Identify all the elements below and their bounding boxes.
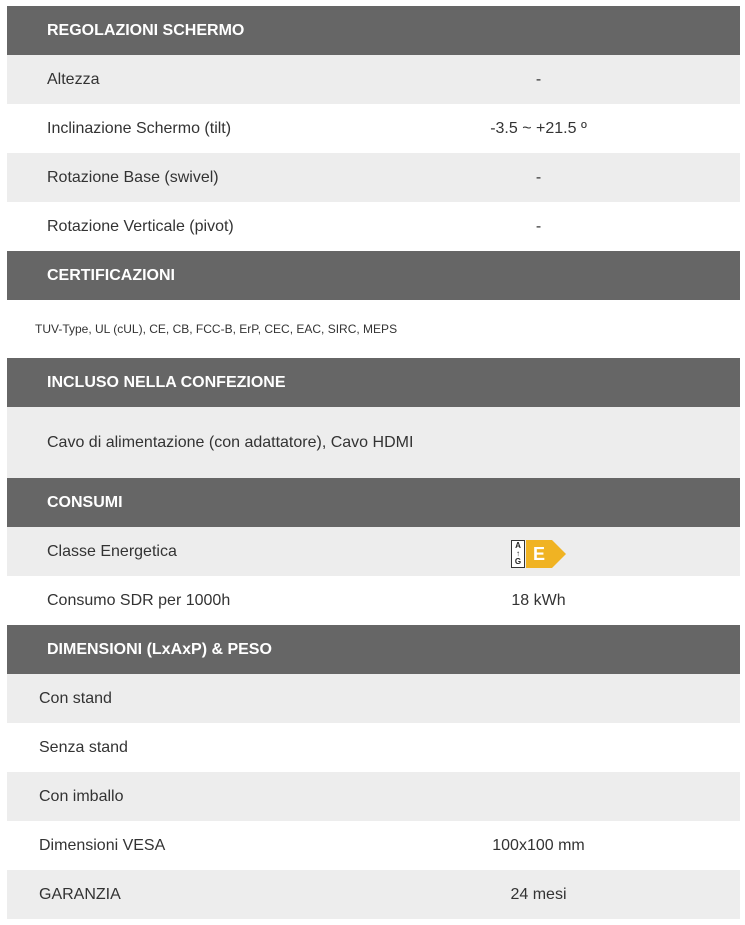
spec-row-swivel (7, 153, 740, 202)
package-contents-text: Cavo di alimentazione (con adattatore), Cavo HDMI (47, 433, 414, 451)
spec-row-pivot (7, 202, 740, 251)
spec-value: - (535, 217, 542, 235)
spec-label: Inclinazione Schermo (tilt) (47, 119, 232, 137)
certifications-row (7, 300, 740, 358)
spec-value: - (535, 70, 542, 88)
section-header-certificazioni: CERTIFICAZIONI (7, 251, 740, 300)
spec-row-con-stand (7, 674, 740, 723)
energy-class-badge-icon (511, 540, 566, 568)
spec-row-con-imballo (7, 772, 740, 821)
spec-label: Classe Energetica (47, 542, 177, 560)
spec-label: GARANZIA (39, 885, 121, 903)
spec-row-senza-stand (7, 723, 740, 772)
energy-scale-bottom: G (514, 557, 522, 566)
spec-label: Senza stand (39, 738, 128, 756)
spec-label: Rotazione Base (swivel) (47, 168, 219, 186)
section-header-consumi: CONSUMI (7, 478, 740, 527)
spec-label: Altezza (47, 70, 100, 88)
spec-row-vesa (7, 821, 740, 870)
energy-label (407, 535, 740, 568)
spec-label: Dimensioni VESA (39, 836, 166, 854)
section-header-confezione: INCLUSO NELLA CONFEZIONE (7, 358, 740, 407)
spec-label: Con stand (39, 689, 112, 707)
spec-sheet (7, 0, 740, 919)
spec-row-tilt (7, 104, 740, 153)
spec-value: 18 kWh (511, 591, 566, 609)
energy-scale-arrow: ↑ (516, 549, 520, 558)
spec-label: Consumo SDR per 1000h (47, 591, 231, 609)
energy-scale-icon (511, 540, 525, 568)
package-contents-row (7, 407, 740, 478)
section-header-regolazioni: REGOLAZIONI SCHERMO (7, 6, 740, 55)
energy-scale-top: A (515, 541, 521, 550)
spec-row-garanzia (7, 870, 740, 919)
certifications-text: TUV-Type, UL (cUL), CE, CB, FCC-B, ErP, CEC, EAC, SIRC, MEPS (35, 322, 398, 336)
spec-value: 100x100 mm (492, 836, 585, 854)
energy-arrow-icon (552, 540, 566, 568)
spec-label: Rotazione Verticale (pivot) (47, 217, 234, 235)
spec-label: Con imballo (39, 787, 124, 805)
spec-value: -3.5 ~ +21.5 º (490, 119, 587, 137)
energy-class-letter: E (526, 540, 552, 568)
spec-value: - (535, 168, 542, 186)
spec-row-altezza (7, 55, 740, 104)
spec-value: 24 mesi (510, 885, 567, 903)
spec-row-sdr-consumption (7, 576, 740, 625)
spec-row-energy-class (7, 527, 740, 576)
section-header-dimensioni: DIMENSIONI (LxAxP) & PESO (7, 625, 740, 674)
